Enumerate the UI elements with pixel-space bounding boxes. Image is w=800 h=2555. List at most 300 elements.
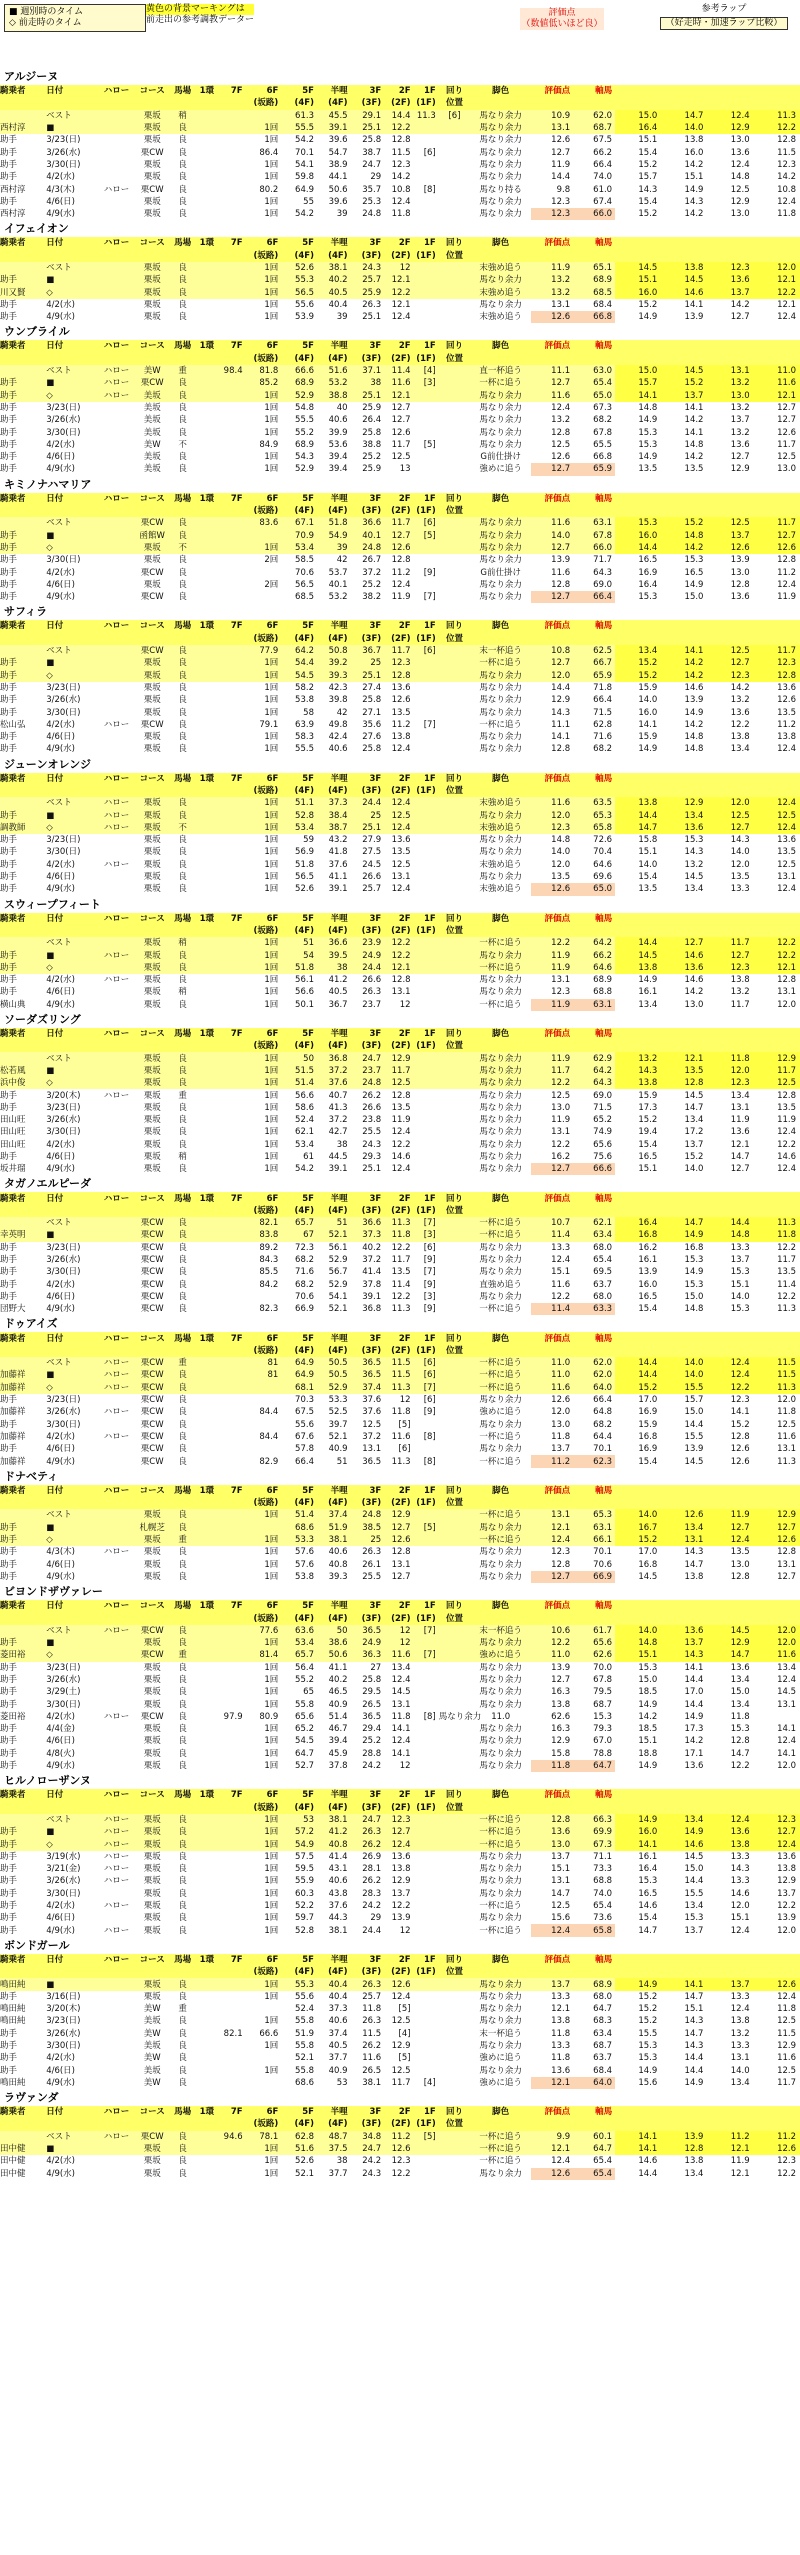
- table-cell: [195, 962, 218, 974]
- table-cell: 12.0: [777, 1925, 796, 1936]
- table-cell: 13.4: [684, 1115, 704, 1126]
- table-cell: [218, 859, 245, 871]
- table-cell: 13.7: [707, 1978, 753, 1990]
- table-cell: 12.7: [531, 1163, 573, 1175]
- horse-name: ドナベティ: [0, 1468, 800, 1485]
- table-cell: 3/23(日): [46, 1662, 81, 1673]
- header-cell: [615, 913, 661, 925]
- table-cell: 14.4: [384, 110, 413, 122]
- table-cell: 11.9: [531, 962, 573, 974]
- table-cell: [99, 2028, 135, 2040]
- table-cell: 栗坂: [134, 962, 170, 974]
- table-cell: 1回: [246, 1838, 282, 1850]
- table-cell: 良: [178, 999, 187, 1010]
- table-cell: 13.5: [684, 464, 704, 475]
- header-cell: 軸馬: [573, 1600, 615, 1612]
- table-cell: [195, 110, 218, 122]
- table-cell: 1回: [264, 172, 279, 183]
- header-cell: [195, 353, 218, 365]
- table-cell: 栗坂: [143, 872, 161, 883]
- table-cell: 4/9(水): [46, 1761, 75, 1772]
- header-cell: 5F: [281, 1600, 317, 1612]
- table-cell: 栗坂: [143, 1127, 161, 1138]
- table-cell: 40.9: [328, 1699, 348, 1710]
- table-cell: 71.8: [593, 682, 613, 693]
- table-cell: 26.2: [362, 1090, 382, 1101]
- table-cell: 一杯に追う: [479, 1304, 522, 1315]
- table-cell: 14.4: [638, 2168, 658, 2179]
- table-cell: 13.4: [391, 1662, 411, 1673]
- header-cell: 5F: [281, 1028, 317, 1040]
- table-cell: 12.3: [707, 1077, 753, 1089]
- table-cell: 14.4: [615, 542, 661, 554]
- table-cell: ハロー: [103, 975, 130, 986]
- table-cell: 13.0: [730, 1559, 750, 1570]
- table-cell: 14.3: [661, 1649, 707, 1661]
- table-cell: 14.5: [684, 1456, 704, 1467]
- table-cell: 13.4: [615, 645, 661, 657]
- header-cell: [661, 913, 707, 925]
- table-cell: 4/9(水): [46, 999, 75, 1010]
- table-cell: [218, 171, 245, 183]
- table-cell: [195, 1052, 218, 1064]
- table-cell: 良: [170, 1065, 195, 1077]
- table-cell: 良: [178, 707, 187, 718]
- table-cell: 12.8: [391, 555, 411, 566]
- table-cell: 12.3: [391, 159, 411, 170]
- table-cell: 15.5: [638, 2028, 658, 2039]
- table-cell: 83.6: [246, 517, 282, 529]
- table-cell: 62.3: [573, 1455, 615, 1467]
- table-cell: 13.7: [730, 1255, 750, 1266]
- table-cell: 59.7: [295, 1913, 314, 1924]
- header-cell: 2F: [384, 913, 413, 925]
- table-cell: [218, 1052, 245, 1064]
- table-cell: 13.2: [730, 427, 750, 438]
- table-cell: [218, 1912, 245, 1924]
- table-cell: 16.1: [638, 1851, 658, 1862]
- table-cell: 4/2(水): [46, 2156, 75, 2167]
- table-cell: 13.8: [551, 2016, 571, 2027]
- header-cell: [707, 1028, 753, 1040]
- table-cell: 68.7: [593, 2041, 613, 2051]
- table-cell: 13.0: [730, 135, 750, 146]
- table-cell: 14.3: [684, 196, 704, 207]
- table-cell: 11.5: [384, 1357, 413, 1369]
- header-cell: 馬場: [170, 1332, 195, 1344]
- header-cell: 馬場: [170, 1192, 195, 1204]
- table-cell: 12.7: [754, 530, 800, 542]
- table-row: [0, 2040, 800, 2052]
- table-cell: 4/2(水): [46, 172, 75, 183]
- table-cell: 栗CW: [134, 1217, 170, 1229]
- table-cell: [439, 883, 470, 895]
- table-cell: 良: [178, 1736, 187, 1747]
- table-cell: 66.4: [573, 591, 615, 603]
- table-cell: 13.6: [551, 2065, 571, 2076]
- table-cell: [218, 377, 245, 389]
- table-cell: 1回: [264, 402, 279, 413]
- header-cell: [99, 353, 135, 365]
- header-cell: (坂路): [246, 925, 282, 937]
- table-cell: [218, 2064, 245, 2076]
- table-cell: [195, 1455, 218, 1467]
- header-cell: [195, 1205, 218, 1217]
- table-cell: 17.1: [684, 1748, 704, 1759]
- table-cell: [439, 463, 470, 475]
- table-cell: 馬なり余力: [470, 530, 531, 542]
- header-cell: [218, 1040, 245, 1052]
- table-cell: [6]: [414, 1357, 439, 1369]
- table-cell: 63.1: [573, 999, 615, 1011]
- table-cell: 65.4: [593, 2156, 613, 2167]
- table-cell: 田山旺: [0, 1127, 26, 1138]
- table-cell: 1回: [264, 299, 279, 310]
- header-cell: 騎乗者: [0, 1600, 46, 1612]
- table-cell: [439, 859, 470, 871]
- table-row: [0, 274, 800, 286]
- table-cell: [439, 146, 470, 158]
- header-cell: (4F): [281, 505, 317, 517]
- header-cell: [46, 785, 92, 797]
- header-cell: [573, 250, 615, 262]
- table-cell: [218, 2052, 245, 2064]
- table-cell: 12.9: [707, 1637, 753, 1649]
- table-cell: [218, 1369, 245, 1381]
- table-cell: 1回: [264, 1102, 279, 1113]
- table-cell: 12.7: [531, 542, 573, 554]
- table-cell: [439, 1723, 470, 1735]
- table-cell: 13.8: [684, 135, 704, 146]
- table-cell: [218, 949, 245, 961]
- header-cell: 半哩: [317, 237, 351, 249]
- header-cell: [170, 250, 195, 262]
- table-cell: [414, 743, 439, 755]
- table-cell: 良: [170, 390, 195, 402]
- table-cell: 11.6: [384, 1649, 413, 1661]
- table-cell: [414, 1888, 439, 1900]
- table-cell: [246, 1443, 282, 1455]
- table-cell: ■: [46, 377, 92, 389]
- table-cell: 51.5: [281, 1065, 317, 1077]
- header-cell: 評価点: [531, 237, 573, 249]
- table-cell: ■: [46, 1637, 92, 1649]
- table-row: [0, 657, 800, 669]
- header-cell: [531, 1040, 573, 1052]
- table-cell: 56.5: [281, 286, 317, 298]
- table-cell: 25.9: [362, 464, 382, 475]
- table-cell: 直一杯追う: [470, 365, 531, 377]
- table-cell: [195, 1394, 218, 1406]
- table-cell: [195, 1698, 218, 1710]
- table-cell: 26.5: [362, 1699, 382, 1710]
- table-cell: 65.2: [593, 1115, 613, 1126]
- table-cell: 助手: [0, 1152, 18, 1162]
- table-cell: 39.8: [328, 695, 348, 706]
- header-cell: (坂路): [246, 250, 282, 262]
- table-cell: 3/26(水): [46, 1255, 81, 1266]
- table-cell: 13.6: [730, 1127, 750, 1138]
- table-cell: 12: [399, 999, 411, 1010]
- table-cell: [99, 208, 135, 220]
- header-cell: [754, 925, 800, 937]
- table-cell: [6]: [414, 517, 439, 529]
- table-cell: [195, 2064, 218, 2076]
- table-cell: 49.8: [328, 719, 348, 730]
- table-cell: [218, 669, 245, 681]
- header-cell: ハロー: [99, 620, 135, 632]
- table-cell: 51.9: [295, 2028, 314, 2039]
- table-cell: 美坂: [143, 464, 161, 475]
- table-cell: 15.3: [684, 835, 704, 846]
- horse-section: [0, 323, 800, 475]
- header-cell: 6F: [246, 2106, 282, 2118]
- table-cell: 67.0: [593, 1736, 613, 1747]
- header-cell: [218, 925, 245, 937]
- table-cell: 15.3: [638, 1662, 658, 1673]
- table-cell: 良: [170, 1978, 195, 1990]
- table-cell: 良: [178, 196, 187, 207]
- table-cell: ■: [46, 1369, 92, 1381]
- header-cell: 1F: [414, 493, 439, 505]
- table-cell: 11.3: [391, 1456, 411, 1467]
- table-cell: [99, 1571, 135, 1583]
- table-cell: [6]: [423, 1242, 436, 1253]
- table-cell: [439, 1698, 470, 1710]
- table-row: [0, 591, 800, 603]
- table-cell: [414, 999, 439, 1011]
- table-cell: 62.6: [573, 1649, 615, 1661]
- table-cell: 栗CW: [140, 1456, 164, 1467]
- header-cell: 脚色: [470, 1600, 531, 1612]
- table-cell: 1回: [246, 657, 282, 669]
- table-cell: [99, 2015, 135, 2027]
- table-cell: 12.6: [777, 695, 796, 706]
- table-cell: 1回: [264, 1164, 279, 1175]
- table-cell: 1回: [264, 1761, 279, 1772]
- table-cell: 63.1: [573, 517, 615, 529]
- table-cell: 良: [178, 135, 187, 146]
- table-cell: 69.0: [593, 1090, 613, 1101]
- table-cell: 18.5: [638, 1724, 658, 1735]
- table-cell: 15.3: [593, 1711, 613, 1722]
- table-cell: 13.6: [531, 1826, 573, 1838]
- table-cell: 12.7: [531, 377, 573, 389]
- table-row: [0, 2155, 800, 2167]
- table-cell: [414, 822, 439, 834]
- table-cell: ハロー: [99, 1369, 135, 1381]
- table-cell: 田山旺: [0, 1115, 26, 1126]
- table-cell: 11.6: [384, 377, 413, 389]
- header-cell: 7F: [218, 1332, 245, 1344]
- table-cell: 12.1: [754, 274, 800, 286]
- table-cell: 馬なり余力: [479, 1395, 522, 1406]
- table-cell: 15.2: [638, 209, 658, 220]
- table-cell: 3/23(日): [46, 1102, 81, 1113]
- table-cell: 4/2(水): [46, 567, 75, 578]
- table-cell: 14.1: [615, 2131, 661, 2143]
- table-row: [0, 682, 800, 694]
- table-cell: [439, 1303, 470, 1315]
- table-cell: 26.1: [362, 1559, 382, 1570]
- table-cell: 25.8: [362, 427, 382, 438]
- table-cell: 15.4: [638, 1913, 658, 1924]
- header-cell: 7F: [218, 1485, 245, 1497]
- table-cell: [195, 1924, 218, 1936]
- table-cell: 11.5: [754, 1369, 800, 1381]
- header-cell: 7F: [218, 85, 245, 97]
- table-cell: 馬なり余力: [479, 1152, 522, 1162]
- header-cell: [99, 250, 135, 262]
- table-cell: 栗坂: [143, 1876, 161, 1887]
- table-cell: 助手: [0, 159, 18, 170]
- table-cell: 13.6: [391, 682, 411, 693]
- table-cell: 12.5: [391, 2065, 411, 2076]
- training-table: [0, 1332, 800, 1467]
- table-cell: [218, 1686, 245, 1698]
- table-cell: 15.1: [638, 1164, 658, 1175]
- table-cell: [0, 1814, 46, 1826]
- table-cell: 16.9: [638, 1407, 658, 1418]
- table-cell: 馬なり余力: [479, 2065, 522, 2076]
- header-cell: [707, 505, 753, 517]
- header-cell: [99, 1612, 135, 1624]
- header-cell: 3F: [351, 913, 385, 925]
- table-cell: [414, 859, 439, 871]
- table-cell: 14.7: [684, 1559, 704, 1570]
- table-cell: 栗CW: [140, 1431, 164, 1442]
- table-cell: [439, 183, 470, 195]
- table-cell: ■: [46, 530, 92, 542]
- table-cell: 15.1: [638, 847, 658, 858]
- table-cell: 14.6: [638, 1901, 658, 1912]
- table-cell: [195, 719, 218, 731]
- table-cell: [99, 846, 135, 858]
- table-cell: 馬なり持る: [479, 184, 522, 195]
- table-cell: 68.9: [593, 975, 613, 986]
- table-cell: 12.3: [777, 159, 796, 170]
- table-cell: 13.9: [730, 555, 750, 566]
- table-cell: 14.1: [661, 645, 707, 657]
- table-cell: 65.5: [593, 439, 613, 450]
- table-cell: 38.5: [351, 1522, 385, 1534]
- header-cell: 回り: [439, 620, 470, 632]
- table-row: [0, 834, 800, 846]
- table-cell: 12.4: [777, 1991, 796, 2002]
- table-cell: 3/30(日): [46, 1127, 81, 1138]
- table-cell: [9]: [423, 1255, 436, 1266]
- table-cell: 助手: [0, 949, 46, 961]
- table-cell: [414, 1674, 439, 1686]
- table-cell: 12.5: [384, 1077, 413, 1089]
- header-cell: [615, 1205, 661, 1217]
- table-cell: 68.9: [295, 439, 314, 450]
- table-cell: 13.4: [661, 1814, 707, 1826]
- table-cell: 11.3: [414, 110, 439, 122]
- table-cell: [414, 657, 439, 669]
- table-cell: 14.8: [684, 1304, 704, 1315]
- header-cell: [754, 785, 800, 797]
- table-cell: 16.0: [684, 147, 704, 158]
- header-cell: ハロー: [99, 773, 135, 785]
- header-row: [0, 85, 800, 97]
- header-cell: [707, 250, 753, 262]
- table-cell: 15.2: [638, 1991, 658, 2002]
- header-cell: (4F): [317, 1612, 351, 1624]
- table-cell: 助手: [0, 390, 46, 402]
- header-cell: [754, 493, 800, 505]
- table-cell: 12.3: [384, 657, 413, 669]
- table-cell: 菱田裕: [0, 1649, 46, 1661]
- header-cell: [218, 1205, 245, 1217]
- table-cell: 38.4: [317, 809, 351, 821]
- header-cell: [470, 505, 531, 517]
- header-cell: (1F): [414, 785, 439, 797]
- table-cell: 12.8: [777, 555, 796, 566]
- table-cell: 15.4: [638, 147, 658, 158]
- table-cell: 助手: [0, 669, 46, 681]
- table-cell: 1回: [264, 835, 279, 846]
- table-cell: ベスト: [46, 110, 92, 122]
- header-cell: 1F: [414, 1789, 439, 1801]
- header-cell: [615, 97, 661, 109]
- header-cell: [615, 237, 661, 249]
- table-cell: 3/30(日): [46, 555, 81, 566]
- table-cell: [414, 834, 439, 846]
- table-cell: [246, 1522, 282, 1534]
- table-cell: 馬なり余力: [479, 1687, 522, 1698]
- table-cell: 強めに追う: [470, 1649, 531, 1661]
- header-cell: [661, 1040, 707, 1052]
- table-cell: 14.7: [615, 822, 661, 834]
- table-cell: [439, 822, 470, 834]
- table-cell: 15.1: [638, 135, 658, 146]
- table-cell: [195, 1242, 218, 1254]
- table-cell: 馬なり余力: [479, 1139, 522, 1150]
- table-cell: 12: [384, 262, 413, 274]
- table-cell: 良: [178, 1991, 187, 2002]
- table-cell: 16.1: [638, 1255, 658, 1266]
- table-cell: 13.4: [730, 1699, 750, 1710]
- table-cell: 重: [170, 1534, 195, 1546]
- table-cell: 15.3: [615, 517, 661, 529]
- table-cell: [439, 122, 470, 134]
- header-cell: [46, 97, 92, 109]
- table-cell: 13.1: [531, 1509, 573, 1521]
- table-cell: 1回: [264, 872, 279, 883]
- table-cell: 37.2: [362, 1431, 382, 1442]
- table-cell: [218, 517, 245, 529]
- table-cell: 12.4: [707, 1369, 753, 1381]
- header-cell: [573, 2118, 615, 2130]
- table-cell: [99, 1266, 135, 1278]
- table-cell: [195, 1674, 218, 1686]
- table-cell: 3/26(水): [46, 1115, 81, 1126]
- header-cell: 日付: [46, 1600, 92, 1612]
- table-cell: 一杯に追う: [470, 962, 531, 974]
- header-cell: 回り: [439, 913, 470, 925]
- table-cell: 14.6: [638, 2156, 658, 2167]
- header-cell: コース: [134, 1192, 170, 1204]
- table-cell: 11.3: [777, 1304, 796, 1315]
- table-cell: 55.8: [295, 2016, 314, 2027]
- table-cell: 馬なり余力: [479, 1662, 522, 1673]
- header-cell: 日付: [46, 773, 92, 785]
- table-cell: [246, 1291, 282, 1303]
- table-cell: 1回: [264, 1925, 279, 1936]
- table-cell: 36.6: [351, 517, 385, 529]
- header-cell: (4F): [317, 1040, 351, 1052]
